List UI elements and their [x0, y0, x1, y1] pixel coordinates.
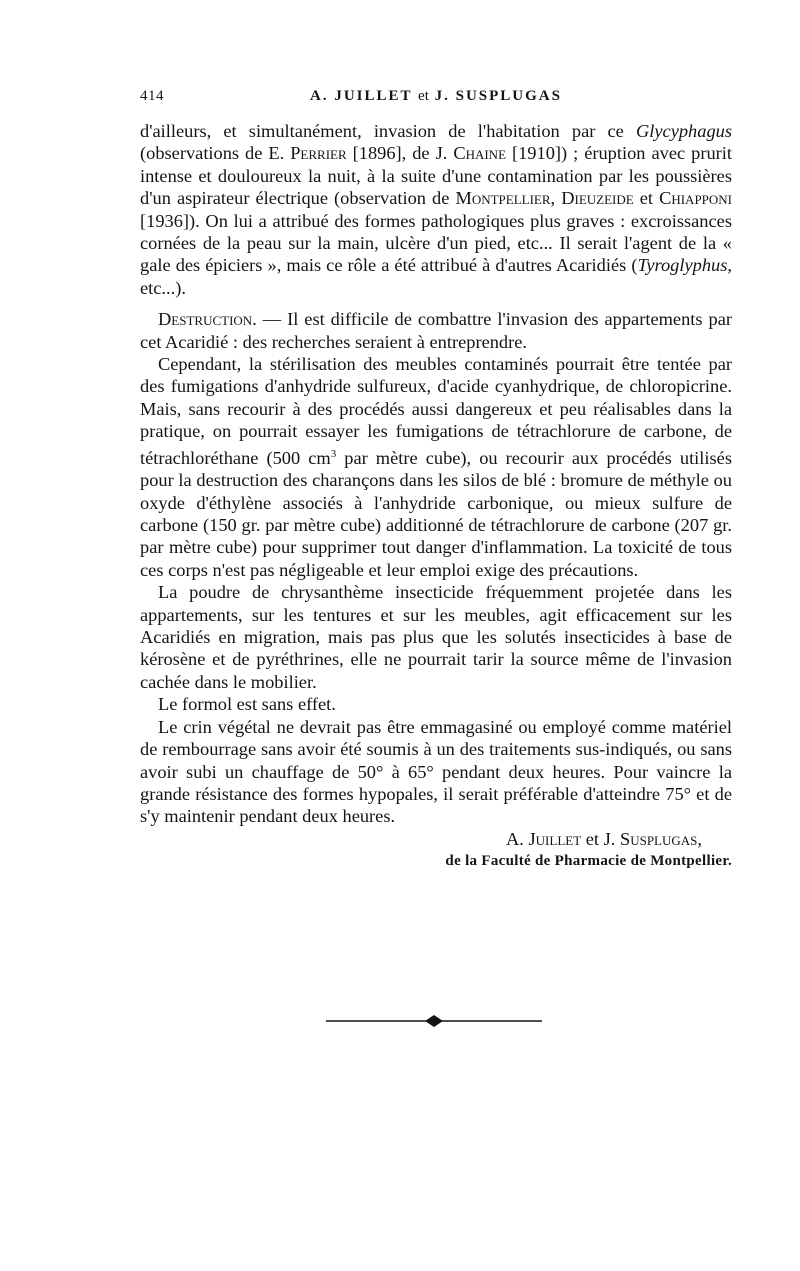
paragraph-crin-vegetal: Le crin végétal ne devrait pas être emmagasiné ou employé comme matériel de rembourrage sans avoir été soumis à un des traitements sus-indiqués, ou sans avoir subi un chauffage de 50° à 65° pendant deux heures. Pour vaincre la grande résistance des formes hypopales, il serait préférable d'atteindre 75° et de s'y maintenir pendant deux heures. — [140, 716, 732, 827]
header-conjunction: et — [418, 88, 429, 104]
page-number: 414 — [140, 88, 164, 104]
affiliation: de la Faculté de Pharmacie de Montpellier. — [445, 853, 732, 870]
paragraph-sterilisation: Cependant, la stérilisation des meubles contaminés pourrait être tentée par des fumigations d'anhydride sulfureux, d'acide cyanhydrique, de chloropicrine. Mais, sans recourir à des procédés aussi dangereux et peu réalisables dans la pratique, on pourrait essayer les fumigations de tétrachlorure de carbone, de tétrachloréthane (500 $cm^3$ par mètre cube), ou recourir aux procédés utilisés pour la destruction des charançons dans les silos de blé : bromure de méthyle ou oxyde d'éthylène associés à l'anhydride carbonique, ou mieux sulfure de carbone (150 gr. par mètre cube) additionné de tétrachlorure de carbone (207 gr. par mètre cube) pour supprimer tout danger d'inflammation. La toxicité de tous ces corps n'est pas négligeable et leur emploi exige des précautions. — [140, 354, 732, 580]
running-head — [140, 88, 732, 105]
signature: A. Juillet et J. Susplugas, — [506, 828, 702, 849]
paragraph-destruction: Destruction. — Il est difficile de combattre l'invasion des appartements par cet Acaridié : des recherches seraient à entreprendre. — [140, 309, 732, 352]
header-author-1: A. JUILLET — [310, 88, 413, 104]
article-body — [140, 120, 732, 873]
paragraph-chrysantheme: La poudre de chrysanthème insecticide fréquemment projetée dans les appartements, sur les tentures et sur les meubles, agit efficacement sur les Acaridiés en migration, mais pas plus que les solutés insecticides à base de kérosène et de pyréthrines, elle ne pourrait tarir la source même de l'invasion cachée dans le mobilier. — [140, 582, 732, 692]
paragraph-formol: Le formol est sans effet. — [158, 694, 336, 715]
section-label-destruction: Destruction. — [158, 309, 257, 330]
paragraph-observations: d'ailleurs, et simultanément, invasion de l'habitation par ce Glycyphagus (observations de E. Perrier [1896], de J. Chaine [1910]) ; éruption avec prurit intense et douloureux la nuit, à la suite d'une contamination par les poussières d'un aspirateur électrique (observation de Montpellier, Dieuzeide et Chiapponi [1936]). On lui a attribué des formes pathologiques plus graves : excroissances cornées de la peau sur la main, ulcère d'un pied, etc... Il serait l'agent de la « gale des épiciers », mais ce rôle a été attribué à d'autres Acaridiés (Tyroglyphus, etc...). — [140, 121, 733, 298]
header-author-2: J. SUSPLUGAS — [434, 88, 562, 104]
ornamental-rule — [326, 1014, 542, 1028]
